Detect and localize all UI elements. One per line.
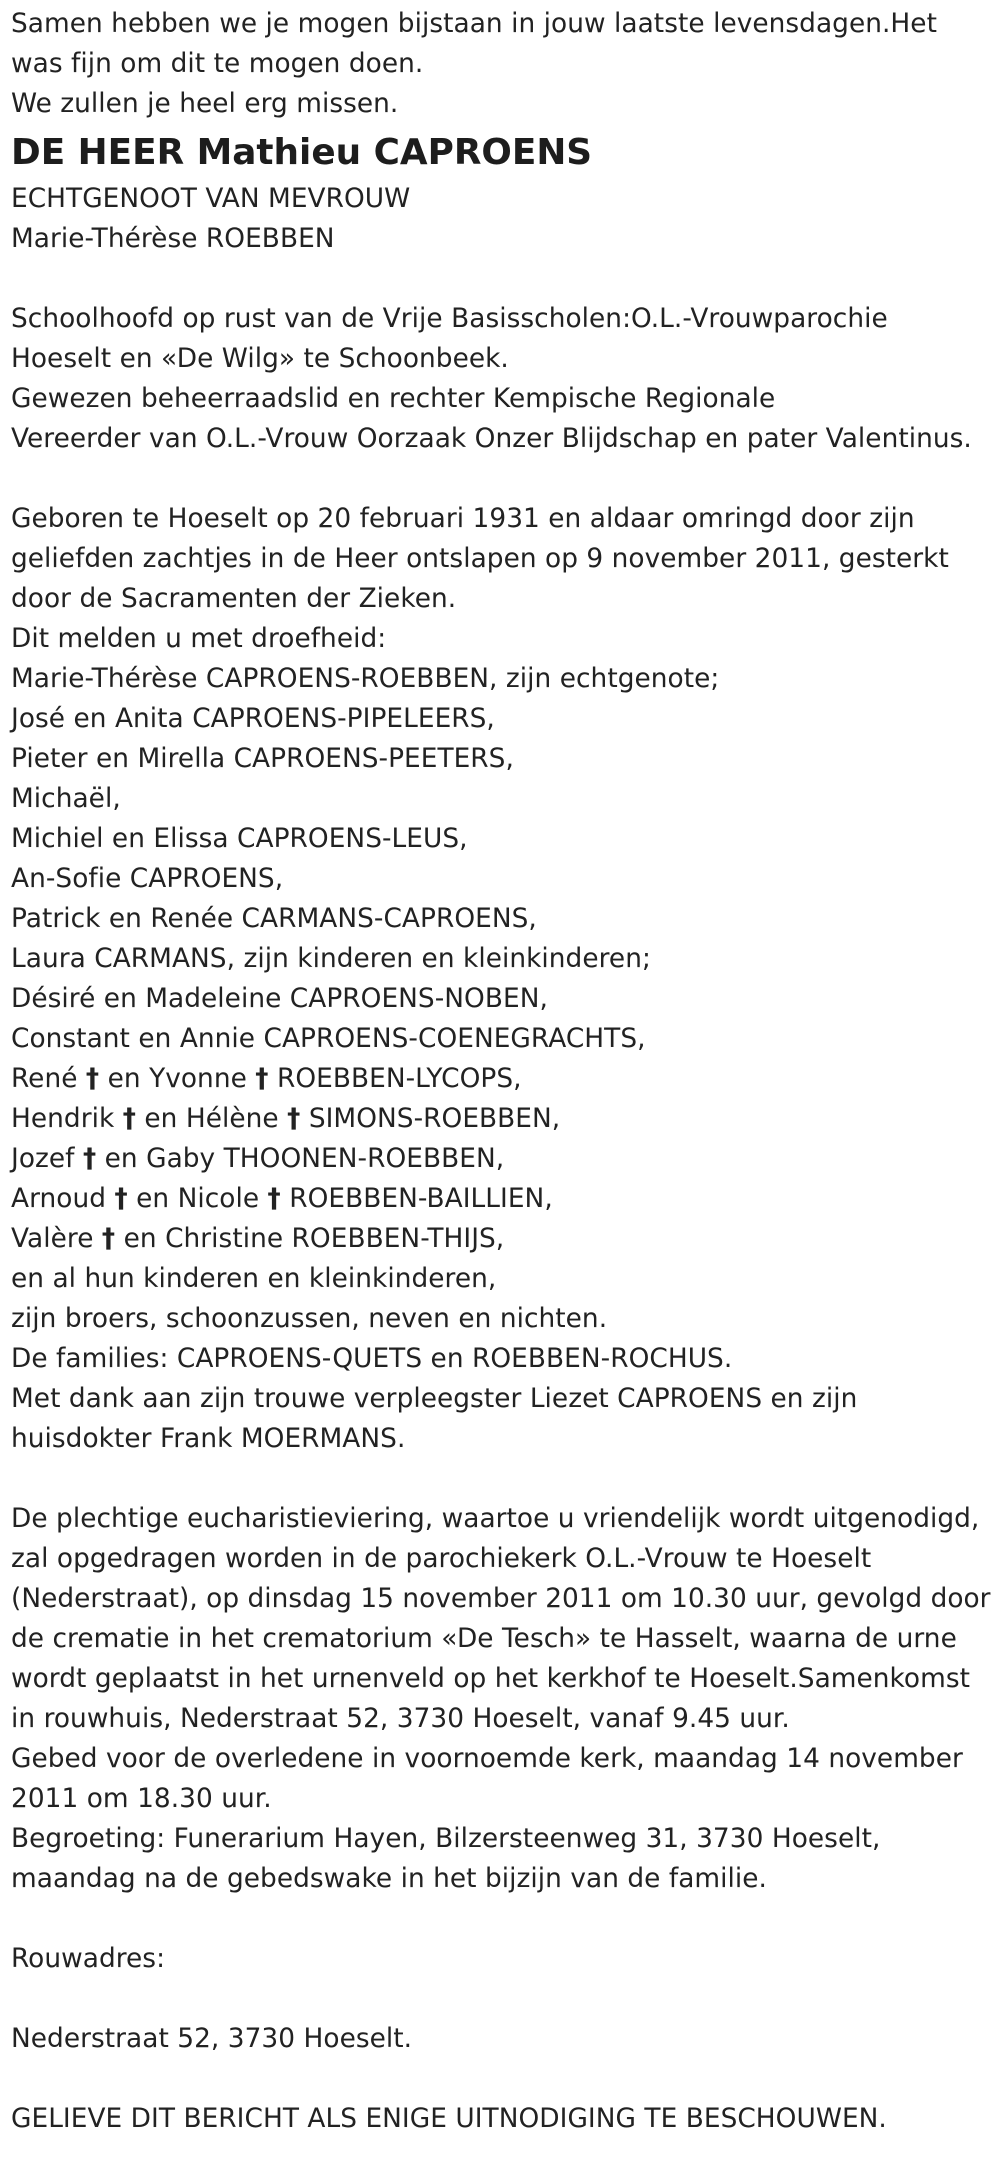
relative-last: ROEBBEN-BAILLIEN, <box>289 1183 553 1214</box>
family-line: Pieter en Mirella CAPROENS-PEETERS, <box>11 743 514 774</box>
deceased-name: DE HEER Mathieu CAPROENS <box>11 132 593 173</box>
ceremony-line: maandag na de gebedswake in het bijzijn van de familie. <box>11 1863 767 1894</box>
family-line-cross <box>11 1139 991 1179</box>
opening-line: was fijn om dit te mogen doen. <box>11 48 424 79</box>
relative-first: Arnoud <box>11 1183 106 1214</box>
career-line: Schoolhoofd op rust van de Vrije Basisscholen:O.L.-Vrouwparochie <box>11 303 888 334</box>
spacer <box>11 459 996 499</box>
ceremony-line: Begroeting: Funerarium Hayen, Bilzersteenweg 31, 3730 Hoeselt, <box>11 1823 881 1854</box>
announcement-line: Dit melden u met droefheid: <box>11 623 387 654</box>
ceremony-text <box>11 1499 996 1899</box>
relative-first: Jozef <box>11 1143 75 1174</box>
family-line-cross <box>11 1059 991 1099</box>
closing-family-text <box>11 1259 996 1459</box>
relative-mid: en Christine ROEBBEN-THIJS, <box>123 1223 505 1254</box>
cross-icon: † <box>85 1063 100 1094</box>
relative-last: ROEBBEN-LYCOPS, <box>276 1063 522 1094</box>
cross-icon: † <box>287 1103 301 1134</box>
relative-first: Hendrik <box>11 1103 115 1134</box>
cross-icon: † <box>114 1183 128 1214</box>
spacer <box>11 259 996 299</box>
ceremony-line: (Nederstraat), op dinsdag 15 november 2011 om 10.30 uur, gevolgd door <box>11 1583 991 1614</box>
opening-text <box>11 4 996 124</box>
spouse-name: Marie-Thérèse ROEBBEN <box>11 223 335 254</box>
family-line: Désiré en Madeleine CAPROENS-NOBEN, <box>11 983 548 1014</box>
ceremony-line: de crematie in het crematorium «De Tesch» te Hasselt, waarna de urne <box>11 1623 957 1654</box>
ceremony-line: zal opgedragen worden in de parochiekerk O.L.-Vrouw te Hoeselt <box>11 1543 872 1574</box>
deceased-relatives <box>11 1059 996 1259</box>
ceremony-line: in rouwhuis, Nederstraat 52, 3730 Hoeselt, vanaf 9.45 uur. <box>11 1703 790 1734</box>
announcement-text <box>11 499 996 1059</box>
career-line: Gewezen beheerraadslid en rechter Kempische Regionale <box>11 383 776 414</box>
relative-mid: en Gaby THOONEN-ROEBBEN, <box>104 1143 505 1174</box>
opening-line: We zullen je heel erg missen. <box>11 88 399 119</box>
family-line: Michaël, <box>11 783 121 814</box>
family-line: Laura CARMANS, zijn kinderen en kleinkinderen; <box>11 943 651 974</box>
opening-line: Samen hebben we je mogen bijstaan in jouw laatste levensdagen.Het <box>11 8 937 39</box>
spacer <box>11 1899 996 1939</box>
spacer <box>11 2059 996 2099</box>
relative-first: Valère <box>11 1223 94 1254</box>
relative-last: SIMONS-ROEBBEN, <box>308 1103 561 1134</box>
family-line-cross <box>11 1219 991 1259</box>
announcement-line: geliefden zachtjes in de Heer ontslapen op 9 november 2011, gesterkt <box>11 543 949 574</box>
announcement-line: door de Sacramenten der Zieken. <box>11 583 457 614</box>
relative-mid: en Yvonne <box>107 1063 247 1094</box>
closing-line: huisdokter Frank MOERMANS. <box>11 1423 406 1454</box>
family-line: Michiel en Elissa CAPROENS-LEUS, <box>11 823 468 854</box>
closing-line: zijn broers, schoonzussen, neven en nichten. <box>11 1303 608 1334</box>
deceased-block <box>11 130 996 259</box>
family-line: An-Sofie CAPROENS, <box>11 863 284 894</box>
address-value: Nederstraat 52, 3730 Hoeselt. <box>11 2023 413 2054</box>
footer-notice: GELIEVE DIT BERICHT ALS ENIGE UITNODIGING TE BESCHOUWEN. <box>11 2103 887 2134</box>
address-label: Rouwadres: <box>11 1943 166 1974</box>
obituary-document <box>11 4 996 2139</box>
cross-icon: † <box>82 1143 97 1174</box>
career-line: Vereerder van O.L.-Vrouw Oorzaak Onzer Blijdschap en pater Valentinus. <box>11 423 972 454</box>
ceremony-line: De plechtige eucharistieviering, waartoe u vriendelijk wordt uitgenodigd, <box>11 1503 980 1534</box>
address-block <box>11 1939 996 2059</box>
closing-line: en al hun kinderen en kleinkinderen, <box>11 1263 497 1294</box>
career-text <box>11 299 996 459</box>
cross-icon: † <box>122 1103 136 1134</box>
relative-mid: en Hélène <box>144 1103 279 1134</box>
cross-icon: † <box>101 1223 116 1254</box>
ceremony-line: Gebed voor de overledene in voornoemde kerk, maandag 14 november <box>11 1743 963 1774</box>
family-line-cross <box>11 1099 991 1139</box>
career-line: Hoeselt en «De Wilg» te Schoonbeek. <box>11 343 509 374</box>
spacer <box>11 1979 996 2019</box>
ceremony-line: wordt geplaatst in het urnenveld op het kerkhof te Hoeselt.Samenkomst <box>11 1663 971 1694</box>
cross-icon: † <box>267 1183 281 1214</box>
family-line: Patrick en Renée CARMANS-CAPROENS, <box>11 903 537 934</box>
relative-first: René <box>11 1063 78 1094</box>
spacer <box>11 1459 996 1499</box>
closing-line: De families: CAPROENS-QUETS en ROEBBEN-ROCHUS. <box>11 1343 733 1374</box>
family-line: Constant en Annie CAPROENS-COENEGRACHTS, <box>11 1023 646 1054</box>
family-line: Marie-Thérèse CAPROENS-ROEBBEN, zijn echtgenote; <box>11 663 720 694</box>
family-line-cross <box>11 1179 991 1219</box>
relative-mid: en Nicole <box>136 1183 260 1214</box>
ceremony-line: 2011 om 18.30 uur. <box>11 1783 272 1814</box>
announcement-line: Geboren te Hoeselt op 20 februari 1931 en aldaar omringd door zijn <box>11 503 915 534</box>
spouse-line: ECHTGENOOT VAN MEVROUW <box>11 183 411 214</box>
closing-line: Met dank aan zijn trouwe verpleegster Liezet CAPROENS en zijn <box>11 1383 858 1414</box>
family-line: José en Anita CAPROENS-PIPELEERS, <box>11 703 495 734</box>
cross-icon: † <box>255 1063 269 1094</box>
